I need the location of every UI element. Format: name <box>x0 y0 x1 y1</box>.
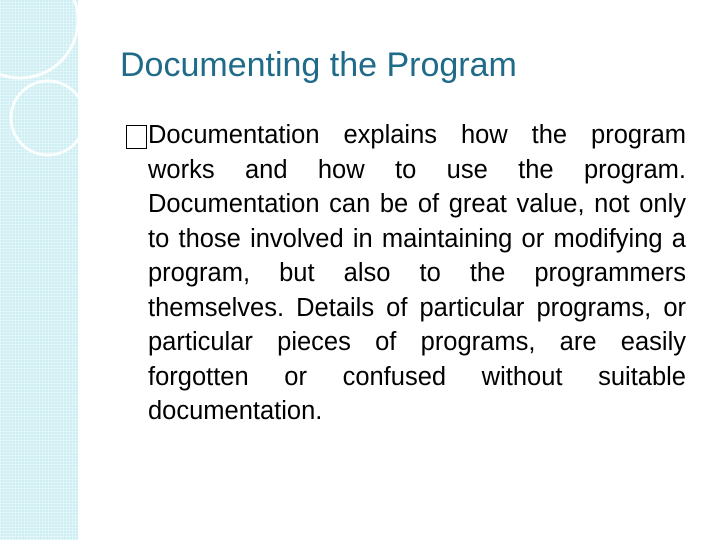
slide-body-text: Documentation explains how the program works and how to use the program. Documentation can be of great value, not only to those involved in maintaining or modifying a program, but also to the programmers themselves. Details of particular programs, or particular pieces of programs, are easily forgotten or confused without suitable documentation. <box>148 121 686 425</box>
slide-title: Documenting the Program <box>120 46 517 84</box>
bullet-icon <box>126 125 147 149</box>
decorative-circle-large <box>0 0 78 78</box>
decorative-circle-small <box>11 81 85 155</box>
